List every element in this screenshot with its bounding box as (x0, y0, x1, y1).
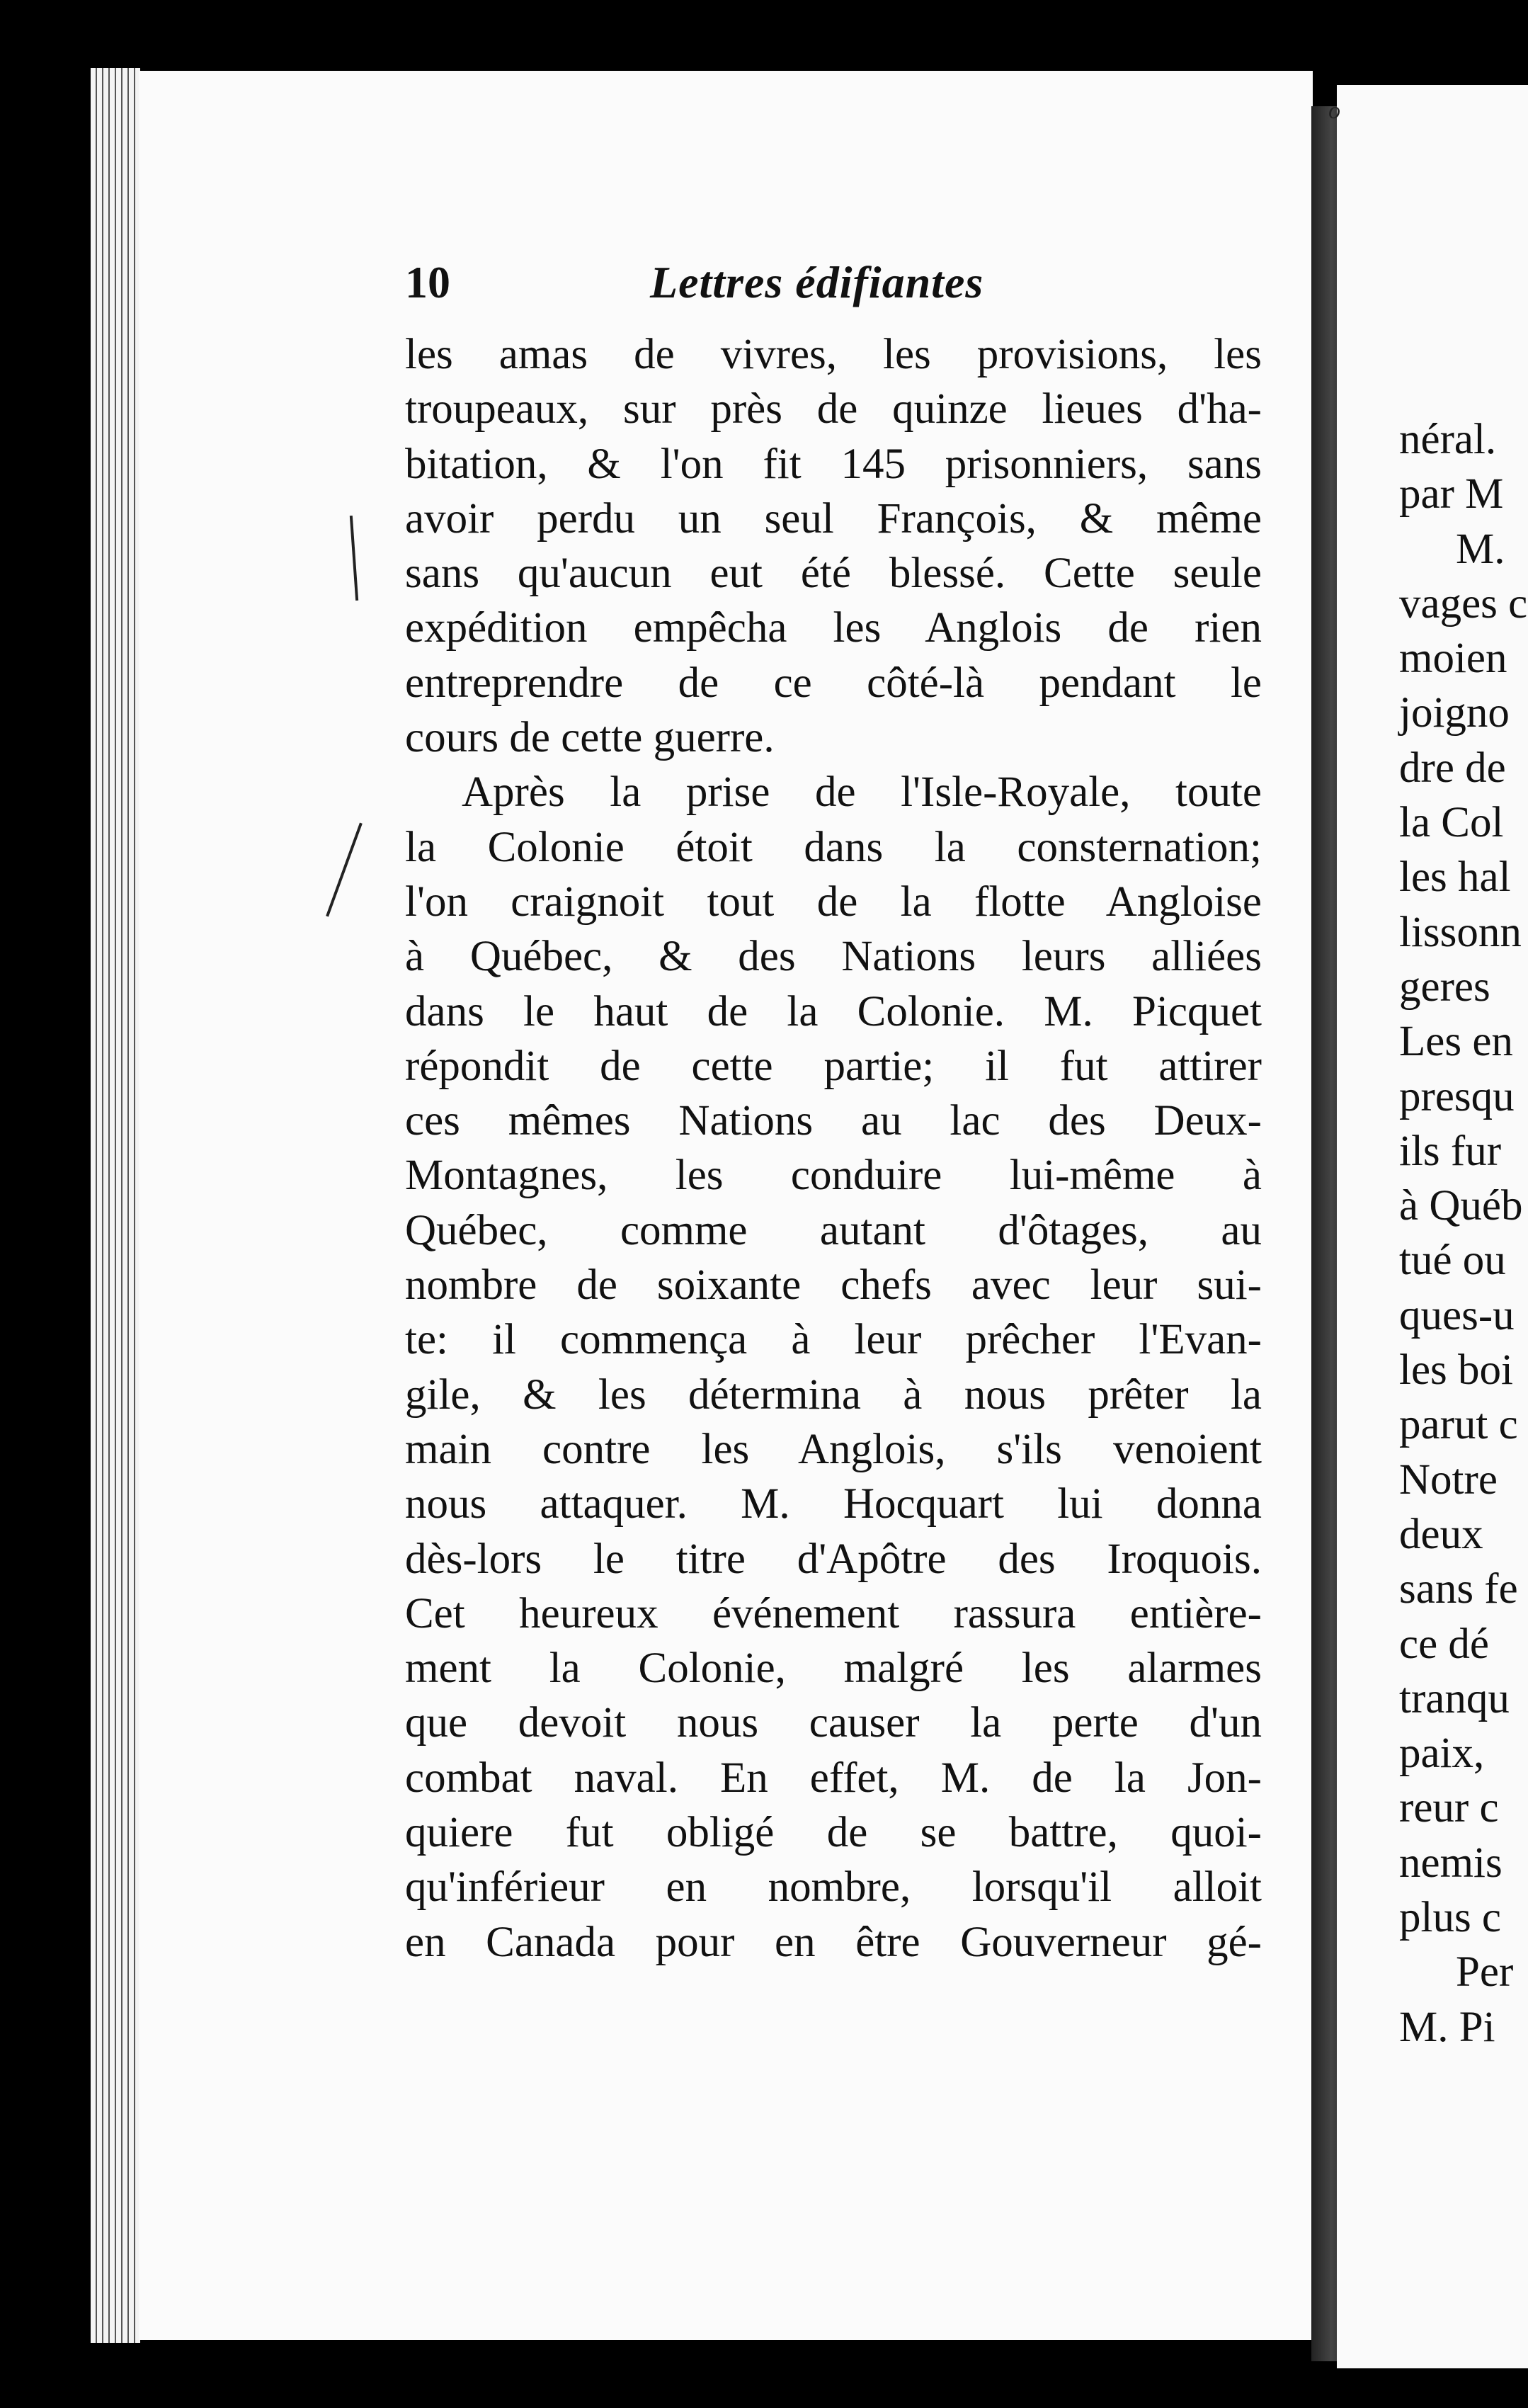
text-line: entreprendre de ce côté-là pendant le (405, 659, 1262, 707)
text-line: Per (1456, 1948, 1514, 1997)
text-line: moien (1399, 635, 1507, 683)
text-line: vages c (1399, 579, 1528, 627)
text-line: troupeaux, sur près de quinze lieues d'ha- (405, 385, 1262, 433)
text-line: les amas de vivres, les provisions, les (405, 331, 1262, 378)
text-line: Cet heureux événement rassura entière- (405, 1589, 1262, 1637)
body-text (405, 327, 1262, 1970)
corner-mark: o (1328, 98, 1340, 124)
text-line: ques-u (1399, 1291, 1515, 1339)
text-line: lissonn (1399, 908, 1522, 956)
text-line: expédition empêcha les Anglois de rien (405, 604, 1262, 652)
text-line: sans qu'aucun eut été blessé. Cette seule (405, 550, 1262, 598)
text-line: l'on craignoit tout de la flotte Angloise (405, 878, 1262, 926)
text-line: plus c (1399, 1894, 1502, 1942)
text-line: Québec, comme autant d'ôtages, au (405, 1206, 1262, 1254)
text-line: Après la prise de l'Isle-Royale, toute (462, 768, 1262, 817)
text-line: parut c (1399, 1401, 1518, 1449)
text-line: ces mêmes Nations au lac des Deux- (405, 1097, 1262, 1145)
text-line: qu'inférieur en nombre, lorsqu'il alloit (405, 1863, 1262, 1912)
text-line: que devoit nous causer la perte d'un (405, 1699, 1262, 1747)
text-line: M. Pi (1399, 2003, 1495, 2051)
text-line: tué ou (1399, 1237, 1506, 1285)
text-line: paix, (1399, 1730, 1485, 1778)
text-line: les boi (1399, 1346, 1513, 1395)
text-line: par M (1399, 470, 1504, 518)
text-line: Les en (1399, 1018, 1513, 1066)
text-line: bitation, & l'on fit 145 prisonniers, sans (405, 440, 1262, 488)
text-line: dre de (1399, 744, 1506, 792)
text-line: ment la Colonie, malgré les alarmes (405, 1645, 1262, 1693)
text-line: M. (1456, 525, 1505, 573)
text-line: ce dé (1399, 1620, 1489, 1668)
text-line: dans le haut de la Colonie. M. Picquet (405, 987, 1262, 1035)
page-number: 10 (405, 257, 450, 307)
text-line: avoir perdu un seul François, & même (405, 494, 1262, 543)
text-line: Montagnes, les conduire lui-même à (405, 1152, 1262, 1200)
running-title: Lettres édifiantes (650, 257, 984, 307)
text-line: joigno (1399, 689, 1510, 737)
text-line: reur c (1399, 1784, 1499, 1832)
text-line: répondit de cette partie; il fut attirer (405, 1042, 1262, 1090)
text-line: néral. (1399, 416, 1497, 463)
text-line: Notre (1399, 1455, 1498, 1504)
right-page-text (1399, 412, 1528, 2055)
text-line: la Col (1399, 799, 1504, 847)
text-line: ils fur (1399, 1127, 1502, 1175)
text-line: les hal (1399, 853, 1511, 902)
text-line: nous attaquer. M. Hocquart lui donna (405, 1480, 1262, 1528)
text-line: geres (1399, 962, 1490, 1011)
text-line: deux (1399, 1510, 1483, 1558)
text-line: te: il commença à leur prêcher l'Evan- (405, 1316, 1262, 1364)
text-line: à Québ (1399, 1182, 1523, 1230)
text-line: combat naval. En effet, M. de la Jon- (405, 1754, 1262, 1802)
text-line: en Canada pour en être Gouverneur gé- (405, 1918, 1262, 1966)
text-line: cours de cette guerre. (405, 714, 775, 762)
text-line: gile, & les détermina à nous prêter la (405, 1370, 1262, 1419)
text-line: tranqu (1399, 1674, 1510, 1722)
page-edges (91, 68, 140, 2343)
text-line: la Colonie étoit dans la consternation; (405, 823, 1262, 871)
text-line: sans fe (1399, 1565, 1518, 1613)
text-line: main contre les Anglois, s'ils venoient (405, 1425, 1262, 1473)
text-line: quiere fut obligé de se battre, quoi- (405, 1809, 1262, 1857)
text-line: à Québec, & des Nations leurs alliées (405, 933, 1262, 981)
right-page (1337, 85, 1528, 2368)
running-header (405, 256, 1262, 320)
text-line: nemis (1399, 1839, 1503, 1887)
text-line: nombre de soixante chefs avec leur sui- (405, 1261, 1262, 1310)
text-line: dès-lors le titre d'Apôtre des Iroquois. (405, 1535, 1262, 1583)
text-line: presqu (1399, 1072, 1515, 1120)
